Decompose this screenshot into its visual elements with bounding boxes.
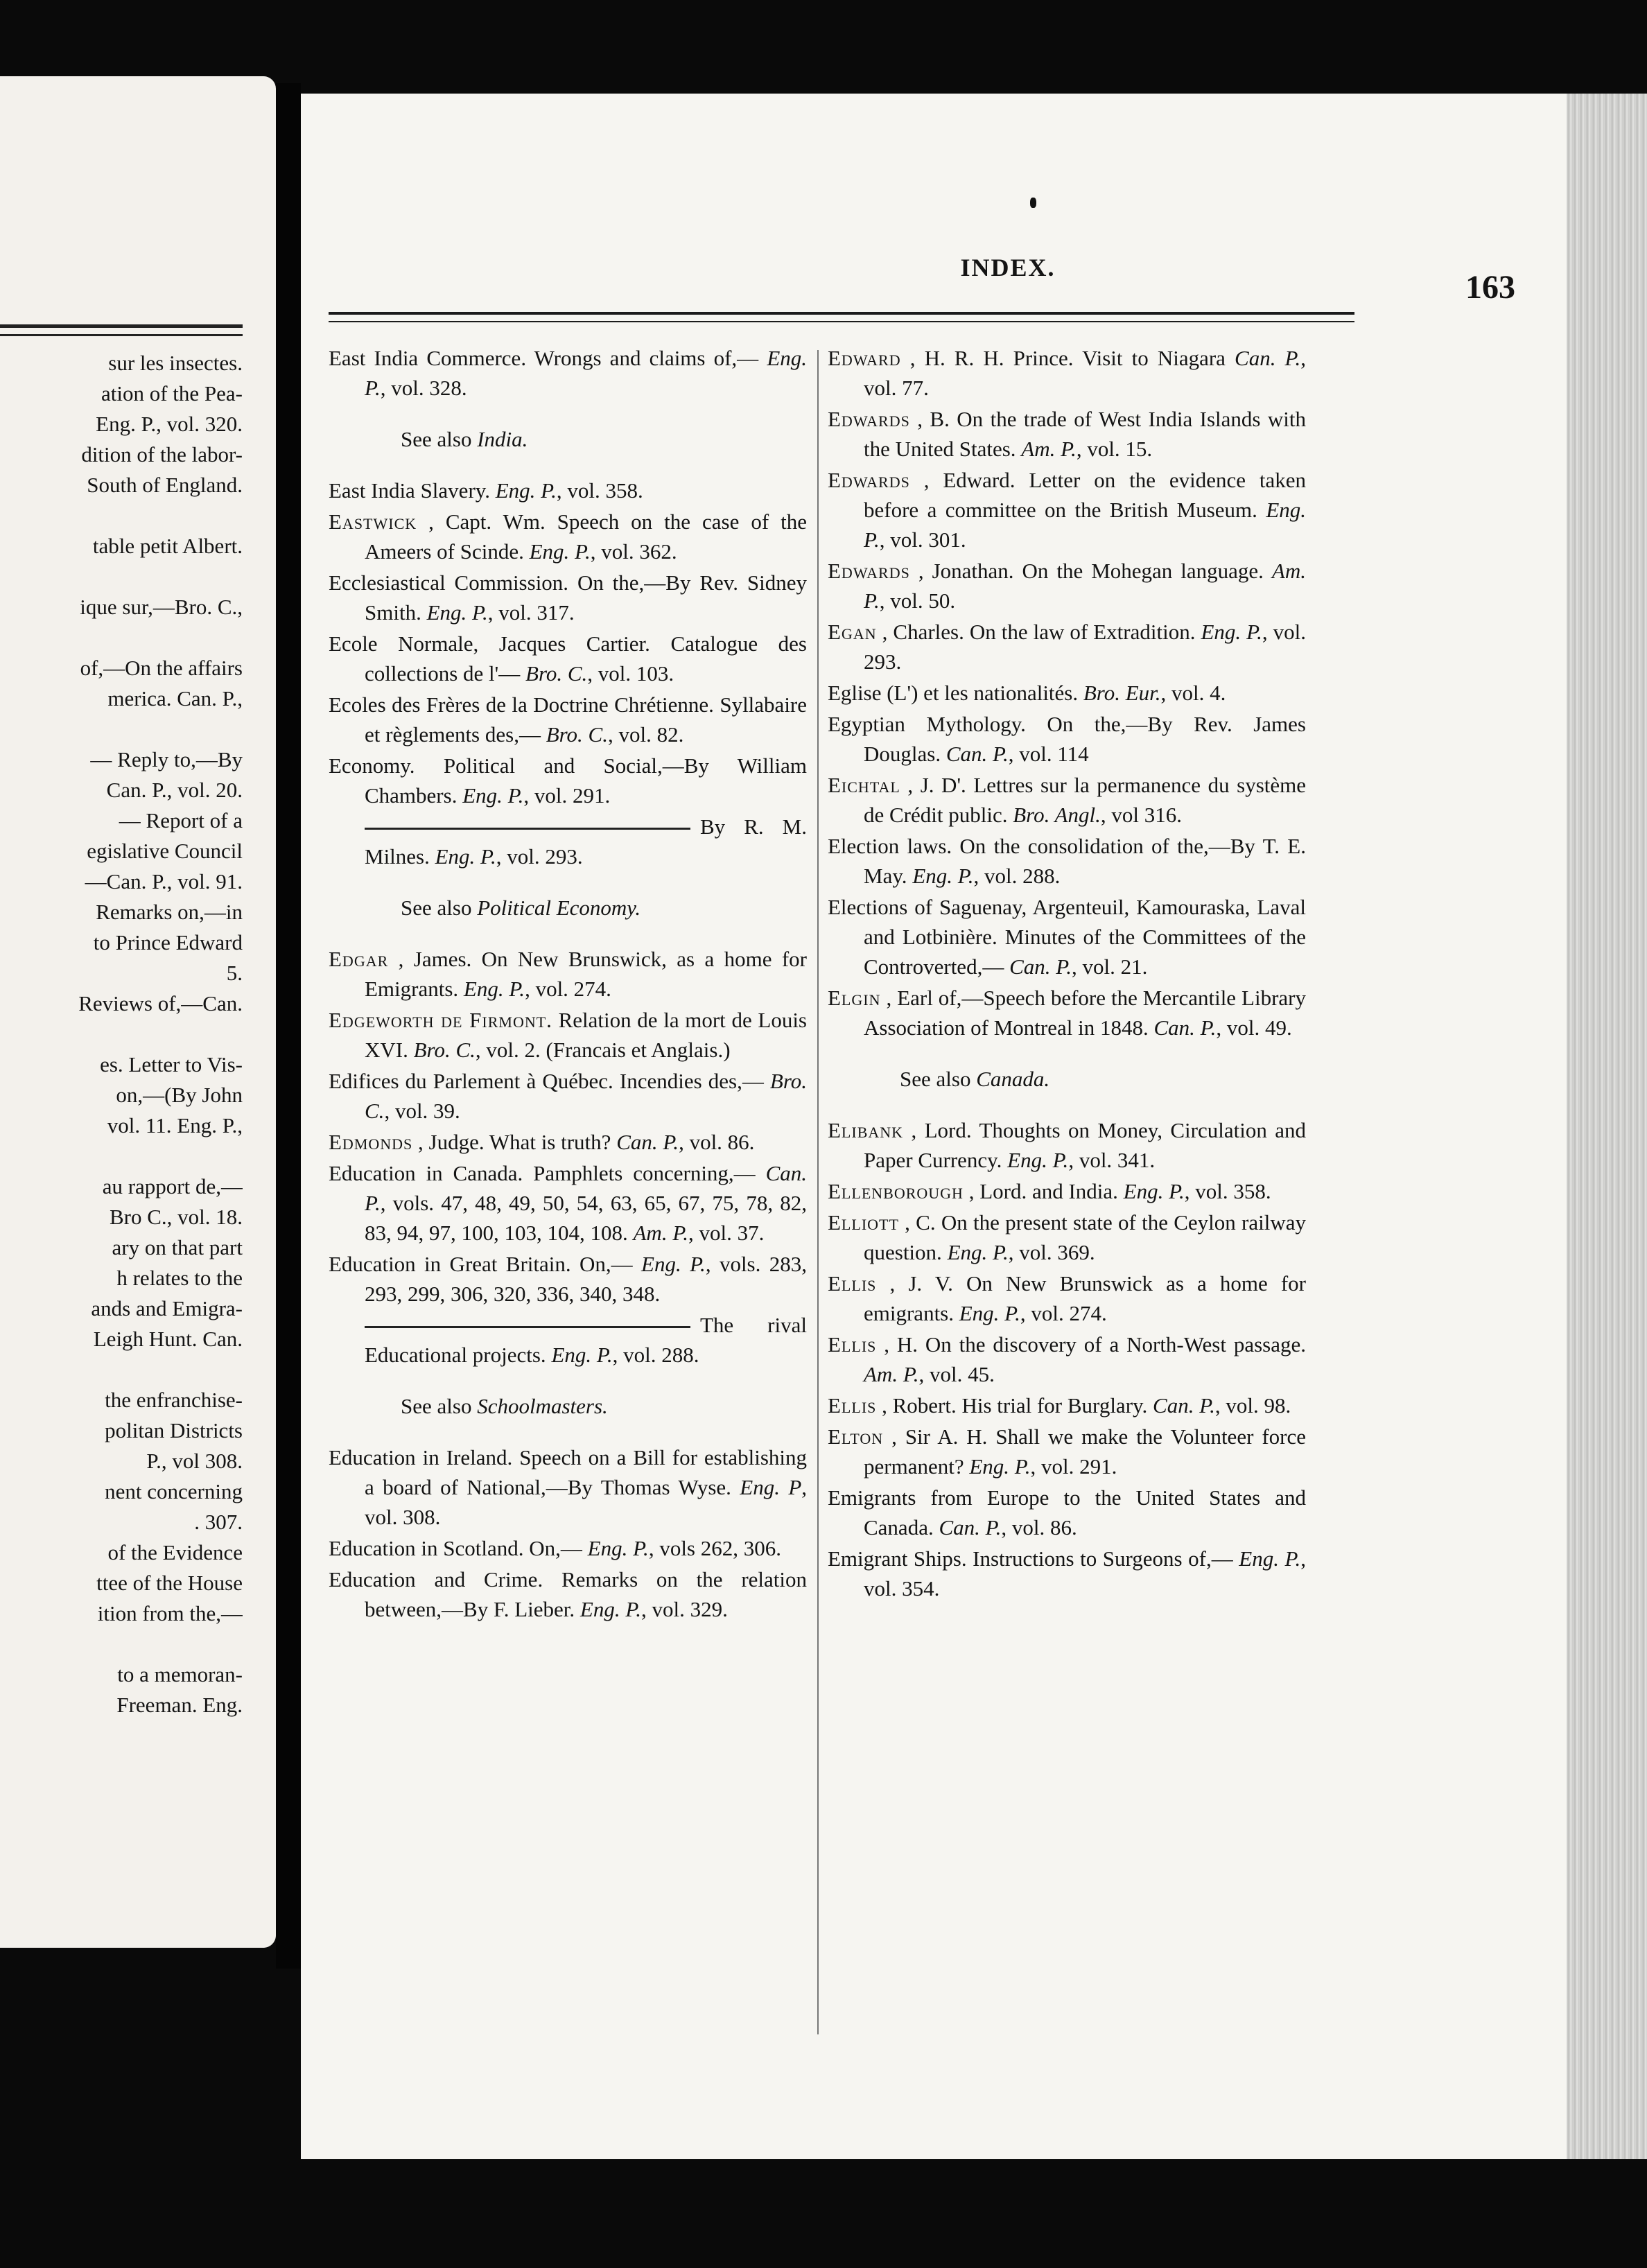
entry-volume: , vol. 274.	[525, 977, 611, 1001]
index-entry	[828, 1268, 1306, 1328]
see-also-reference	[329, 1391, 807, 1421]
entry-volume: , vol. 15.	[1076, 437, 1153, 461]
entry-volume: , vol. 293.	[864, 620, 1306, 674]
index-entry	[329, 1005, 807, 1065]
see-also-reference	[329, 893, 807, 923]
entry-text: , Sir A. H. Shall we make the Volunteer force permanent?	[864, 1424, 1307, 1478]
left-page-line: ands and Emigra-	[91, 1296, 243, 1320]
entry-source: Eng. P.	[912, 864, 974, 888]
entry-volume: , vol. 354.	[864, 1546, 1306, 1600]
entry-source: Eng. P.	[365, 346, 807, 400]
entry-volume: , vol. 329.	[641, 1597, 728, 1621]
entry-text: , Lord. Thoughts on Money, Circulation and Paper Currency.	[864, 1118, 1306, 1172]
entry-volume: , vol. 291.	[523, 783, 611, 808]
left-page-line: ition from the,—	[97, 1601, 243, 1625]
entry-source: Am. P.	[1021, 437, 1077, 461]
entry-source: Eng. P.	[587, 1536, 649, 1560]
index-entry	[329, 629, 807, 688]
entry-heading: Eichtal	[828, 773, 900, 797]
entry-text: , James. On New Brunswick, as a home for Emigrants.	[365, 947, 807, 1001]
entry-heading: Egyptian Mythology.	[828, 712, 1026, 736]
entry-text: , J. D'. Lettres sur la permanence du système de Crédit public.	[864, 773, 1307, 827]
entry-text: Syllabaire et règlements des,—	[365, 692, 808, 747]
entry-heading: East India Commerce.	[329, 346, 527, 370]
entry-volume: , vols. 283, 293, 299, 306, 320, 336, 340, 348.	[365, 1252, 808, 1306]
left-page-line: merica. Can. P.,	[107, 686, 243, 710]
entry-source: Bro. C.	[413, 1038, 476, 1062]
entry-source: Eng. P.	[462, 783, 524, 808]
entry-heading: Edwards	[828, 559, 910, 583]
left-page-line: Reviews of,—Can.	[78, 991, 243, 1015]
index-entry	[828, 1544, 1306, 1603]
see-also-target: Schoolmasters.	[477, 1394, 608, 1418]
left-page-line: to Prince Edward	[93, 930, 243, 954]
see-also-target: India.	[477, 427, 528, 451]
entry-volume: , vol. 328.	[380, 376, 467, 400]
entry-text: , C. On the present state of the Ceylon railway question.	[864, 1210, 1306, 1264]
entry-heading: Ellis	[828, 1271, 877, 1296]
left-page-line: sur les insectes.	[108, 351, 243, 375]
see-also-label: See also	[401, 1394, 478, 1418]
entry-heading: Ecclesiastical Commission.	[329, 570, 569, 595]
entry-text: Instructions to Surgeons of,—	[973, 1546, 1233, 1571]
index-entry	[828, 465, 1306, 555]
entry-text: , Robert. His trial for Burglary.	[882, 1393, 1148, 1418]
entry-source: Can. P.	[1235, 346, 1301, 370]
entry-volume: , vol. 50.	[879, 588, 956, 613]
entry-text: Remarks on the relation between,—By F. Lieber.	[365, 1567, 807, 1621]
index-entry	[329, 1442, 807, 1532]
index-entry	[329, 1158, 807, 1248]
left-page-line: of the Evidence	[107, 1540, 243, 1564]
entry-volume: , vol. 21.	[1071, 954, 1148, 979]
entry-heading: Election laws.	[828, 834, 952, 858]
index-entry	[329, 1249, 807, 1309]
running-head	[800, 253, 1216, 282]
left-page-line: ttee of the House	[96, 1571, 243, 1595]
left-page-line: ary on that part	[112, 1235, 243, 1259]
index-entry	[329, 476, 807, 505]
entry-source: Eng. P.	[435, 844, 496, 869]
entry-source: Bro. C.	[365, 1069, 808, 1123]
index-entry	[828, 556, 1306, 616]
header-rule	[329, 321, 1354, 322]
entry-volume: , vol. 288.	[612, 1343, 699, 1367]
entry-source: Bro. Angl.	[1013, 803, 1101, 827]
entry-text: , J. V. On New Brunswick as a home for emigrants.	[864, 1271, 1307, 1325]
entry-source: Can. P.	[365, 1161, 808, 1215]
page-edge	[1567, 94, 1647, 2159]
entry-volume: , vol. 82.	[607, 722, 684, 747]
entry-source: Eng. P.	[1007, 1148, 1069, 1172]
left-page-line: Leigh Hunt. Can.	[93, 1327, 243, 1351]
entry-heading: Eglise (L') et les nationalités.	[828, 681, 1079, 705]
entry-source: Eng. P.	[1239, 1546, 1301, 1571]
entry-heading: Education in Scotland.	[329, 1536, 524, 1560]
left-page-line: Eng. P., vol. 320.	[96, 412, 243, 436]
entry-text: Wrongs and claims of,—	[534, 346, 759, 370]
entry-source: Eng. P.	[969, 1454, 1031, 1478]
entry-volume: , vol. 317.	[487, 600, 575, 625]
entry-source: Eng. P.	[551, 1343, 613, 1367]
entry-text: By R. M. Milnes.	[365, 814, 807, 869]
index-entry	[828, 1115, 1306, 1175]
entry-heading: Egan	[828, 620, 877, 644]
entry-heading: Elections of Saguenay, Argenteuil, Kamouraska, Laval and Lotbinière.	[828, 895, 1306, 949]
entry-heading: Education in Canada.	[329, 1161, 523, 1185]
left-page-line: 5.	[226, 961, 243, 985]
entry-source: Eng. P.	[959, 1301, 1020, 1325]
entry-text: , Jonathan. On the Mohegan language.	[918, 559, 1264, 583]
left-page-line: of,—On the affairs	[80, 656, 243, 680]
entry-heading: Edmonds	[329, 1130, 413, 1154]
entry-volume: , vol. 45.	[918, 1362, 995, 1386]
entry-text: , Capt. Wm. Speech on the case of the Ameers of Scinde.	[365, 509, 807, 564]
left-page-line: —Can. P., vol. 91.	[85, 869, 243, 893]
entry-source: Can. P.	[616, 1130, 679, 1154]
index-entry	[828, 1390, 1306, 1420]
repeat-dash	[365, 828, 690, 830]
entry-volume: , vol 316.	[1100, 803, 1182, 827]
left-page-line: es. Letter to Vis-	[100, 1052, 243, 1076]
entry-volume: , vols 262, 306.	[648, 1536, 781, 1560]
entry-source: Can. P.	[1153, 1015, 1217, 1040]
index-subentry	[329, 812, 807, 871]
entry-text: Relation de la mort de Louis XVI.	[365, 1008, 807, 1062]
entry-source: Eng. P.	[580, 1597, 642, 1621]
entry-heading: Edgar	[329, 947, 389, 971]
index-entry	[828, 831, 1306, 891]
ink-speck	[1030, 198, 1036, 208]
left-page-line: Freeman. Eng.	[116, 1693, 243, 1717]
entry-volume: , vol. 358.	[556, 478, 643, 503]
entry-heading: Elliott	[828, 1210, 899, 1235]
entry-heading: Ecoles des Frères de la Doctrine Chrétienne.	[329, 692, 714, 717]
entry-heading: Economy.	[329, 753, 415, 778]
entry-heading: Emigrant Ships.	[828, 1546, 967, 1571]
entry-text: On the,—By Rev. James Douglas.	[864, 712, 1306, 766]
entry-heading: Ellenborough	[828, 1179, 964, 1203]
entry-heading: Eastwick	[329, 509, 417, 534]
entry-text: On the,—By Rev. Sidney Smith.	[365, 570, 807, 625]
left-page-line: P., vol 308.	[146, 1449, 243, 1473]
entry-volume: , vol. 98.	[1214, 1393, 1291, 1418]
entry-volume: , vol. 369.	[1008, 1240, 1095, 1264]
entry-volume: , vol. 4.	[1160, 681, 1226, 705]
entry-heading: Elgin	[828, 986, 881, 1010]
index-entry	[828, 404, 1306, 464]
index-column-left	[329, 343, 807, 1625]
entry-text: , Judge. What is truth?	[418, 1130, 611, 1154]
entry-text: , H. R. H. Prince. Visit to Niagara	[909, 346, 1226, 370]
repeat-dash	[365, 1326, 690, 1328]
entry-source: Eng. P.	[426, 600, 488, 625]
left-page-line: to a memoran-	[117, 1662, 243, 1686]
see-also-target: Political Economy.	[477, 896, 641, 920]
left-page-line: — Reply to,—By	[90, 747, 243, 771]
entry-text: Incendies des,—	[619, 1069, 764, 1093]
left-page-line: — Report of a	[119, 808, 243, 832]
entry-text: , Charles. On the law of Extradition.	[882, 620, 1196, 644]
left-page-line: au rapport de,—	[102, 1174, 243, 1198]
entry-volume: , vol. 362.	[590, 539, 677, 564]
entry-source: Bro. Eur.	[1083, 681, 1161, 705]
entry-text: Pamphlets concerning,—	[533, 1161, 756, 1185]
index-entry	[329, 507, 807, 566]
index-entry	[329, 1533, 807, 1563]
left-page-line: the enfranchise-	[105, 1388, 243, 1412]
entry-source: Eng. P.	[641, 1252, 706, 1276]
entry-heading: Elton	[828, 1424, 884, 1449]
entry-text: , Earl of,—Speech before the Mercantile Library Association of Montreal in 1848.	[864, 986, 1306, 1040]
entry-text: Speech on a Bill for establishing a board of National,—By Thomas Wyse.	[365, 1445, 807, 1499]
index-entry	[828, 1329, 1306, 1389]
entry-volume: , vols. 47, 48, 49, 50, 54, 63, 65, 67, 75, 78, 82, 83, 94, 97, 100, 103, 104, 108.	[365, 1191, 807, 1245]
left-page-line: table petit Albert.	[92, 534, 243, 558]
left-page-line: egislative Council	[87, 839, 243, 863]
index-entry	[828, 1422, 1306, 1481]
left-page-line: ique sur,—Bro. C.,	[80, 595, 243, 619]
entry-text: , Edward. Letter on the evidence taken before a committee on the British Museum.	[864, 468, 1307, 522]
entry-heading: Ellis	[828, 1393, 877, 1418]
index-entry	[329, 1066, 807, 1126]
index-entry	[828, 617, 1306, 677]
entry-source: Can. P.	[1153, 1393, 1215, 1418]
index-page	[301, 94, 1647, 2159]
entry-volume: , vol. 2. (Francais et Anglais.)	[475, 1038, 731, 1062]
see-also-label: See also	[900, 1067, 977, 1091]
book-gutter	[276, 83, 301, 1969]
entry-text: Minutes of the Committees of the Controverted,—	[864, 925, 1306, 979]
entry-text: , Lord. and India.	[968, 1179, 1118, 1203]
entry-source: Can. P.	[1009, 954, 1072, 979]
entry-volume: , vol. 274.	[1020, 1301, 1107, 1325]
entry-text: , H. On the discovery of a North-West passage.	[884, 1332, 1306, 1357]
entry-source: Am. P.	[864, 559, 1306, 613]
entry-text: On the consolidation of the,—By T. E. May.	[864, 834, 1306, 888]
index-entry	[828, 983, 1306, 1043]
index-entry	[329, 568, 807, 627]
index-entry	[329, 751, 807, 810]
see-also-target: Canada.	[976, 1067, 1050, 1091]
entry-source: Can. P.	[946, 742, 1009, 766]
left-page-line: politan Districts	[105, 1418, 243, 1442]
entry-volume: , vol. 114	[1008, 742, 1089, 766]
entry-source: Am. P.	[864, 1362, 919, 1386]
entry-volume: , vol. 291.	[1030, 1454, 1117, 1478]
entry-source: Am. P.	[633, 1221, 689, 1245]
index-entry	[828, 343, 1306, 403]
index-entry	[828, 770, 1306, 830]
left-page-line: Remarks on,—in	[96, 900, 243, 924]
entry-volume: , vol. 86.	[679, 1130, 755, 1154]
index-column-right	[828, 343, 1306, 1605]
page-number: 163	[1465, 269, 1515, 306]
index-entry	[828, 1176, 1306, 1206]
entry-source: Can. P.	[939, 1515, 1002, 1539]
entry-source: Eng. P.	[463, 977, 525, 1001]
entry-volume: , vol. 37.	[688, 1221, 765, 1245]
index-entry	[828, 1207, 1306, 1267]
entry-heading: East India Slavery.	[329, 478, 490, 503]
entry-volume: , vol. 301.	[879, 527, 966, 552]
entry-heading: Emigrants from Europe to the United States and Canada.	[828, 1485, 1306, 1539]
left-page-line: South of England.	[87, 473, 243, 497]
left-page-line: vol. 11. Eng. P.,	[107, 1113, 243, 1137]
entry-heading: Edwards	[828, 407, 910, 431]
index-entry	[828, 709, 1306, 769]
left-page-line: ation of the Pea-	[101, 381, 243, 405]
entry-volume: , vol. 293.	[496, 844, 583, 869]
entry-source: Eng. P.	[1123, 1179, 1185, 1203]
left-page-line: h relates to the	[116, 1266, 243, 1290]
see-also-label: See also	[401, 427, 478, 451]
left-page-line: nent concerning	[105, 1479, 243, 1503]
entry-volume: , vol. 341.	[1068, 1148, 1156, 1172]
entry-volume: , vol. 308.	[365, 1475, 808, 1529]
left-page-fragment	[0, 76, 276, 1948]
entry-heading: Edwards	[828, 468, 910, 492]
header-rule	[329, 312, 1354, 315]
entry-text: Catalogue des collections de l'—	[365, 631, 807, 686]
index-subentry	[329, 1310, 807, 1370]
entry-heading: Elibank	[828, 1118, 904, 1142]
entry-source: Eng. P.	[864, 498, 1307, 552]
left-page-rule	[0, 334, 243, 336]
entry-source: Eng. P.	[529, 539, 591, 564]
entry-text: On,—	[580, 1252, 633, 1276]
entry-heading: Edgeworth de Firmont.	[329, 1008, 552, 1032]
left-page-line: Can. P., vol. 20.	[106, 778, 243, 802]
index-entry	[828, 678, 1306, 708]
entry-text: , B. On the trade of West India Islands with the United States.	[864, 407, 1307, 461]
see-also-reference	[329, 424, 807, 454]
entry-text: Political and Social,—By William Chambers.	[365, 753, 807, 808]
left-page-rule	[0, 324, 243, 328]
entry-heading: Ecole Normale, Jacques Cartier.	[329, 631, 650, 656]
index-entry	[329, 1564, 807, 1624]
see-also-reference	[828, 1064, 1306, 1094]
entry-volume: , vol. 39.	[384, 1099, 460, 1123]
entry-volume: , vol. 86.	[1001, 1515, 1077, 1539]
see-also-label: See also	[401, 896, 478, 920]
entry-volume: , vol. 103.	[587, 661, 674, 686]
left-page-line: Bro C., vol. 18.	[109, 1205, 243, 1229]
entry-heading: Education and Crime.	[329, 1567, 543, 1591]
left-page-line: on,—(By John	[116, 1083, 243, 1107]
entry-source: Eng. P.	[1201, 620, 1262, 644]
entry-source: Bro. C.	[525, 661, 588, 686]
entry-text: On,—	[529, 1536, 582, 1560]
entry-source: Eng. P.	[947, 1240, 1009, 1264]
index-entry	[828, 1483, 1306, 1542]
left-page-line: dition of the labor-	[81, 442, 243, 466]
entry-heading: Education in Great Britain.	[329, 1252, 571, 1276]
entry-volume: , vol. 49.	[1216, 1015, 1292, 1040]
entry-volume: , vol. 77.	[864, 346, 1307, 400]
entry-heading: Education in Ireland.	[329, 1445, 513, 1469]
index-entry	[329, 944, 807, 1004]
entry-source: Eng. P.	[495, 478, 557, 503]
entry-heading: Edifices du Parlement à Québec.	[329, 1069, 613, 1093]
entry-source: Bro. C.	[546, 722, 608, 747]
entry-heading: Edward	[828, 346, 901, 370]
index-entry	[329, 343, 807, 403]
entry-source: Eng. P	[740, 1475, 802, 1499]
entry-heading: Ellis	[828, 1332, 877, 1357]
left-page-line: . 307.	[194, 1510, 243, 1534]
entry-volume: , vol. 358.	[1184, 1179, 1271, 1203]
index-entry	[329, 690, 807, 749]
entry-text: The rival Educational projects.	[365, 1313, 807, 1367]
entry-volume: , vol. 288.	[973, 864, 1061, 888]
running-title: INDEX.	[960, 254, 1056, 281]
index-entry	[329, 1127, 807, 1157]
index-entry	[828, 892, 1306, 982]
column-divider	[817, 350, 819, 2034]
